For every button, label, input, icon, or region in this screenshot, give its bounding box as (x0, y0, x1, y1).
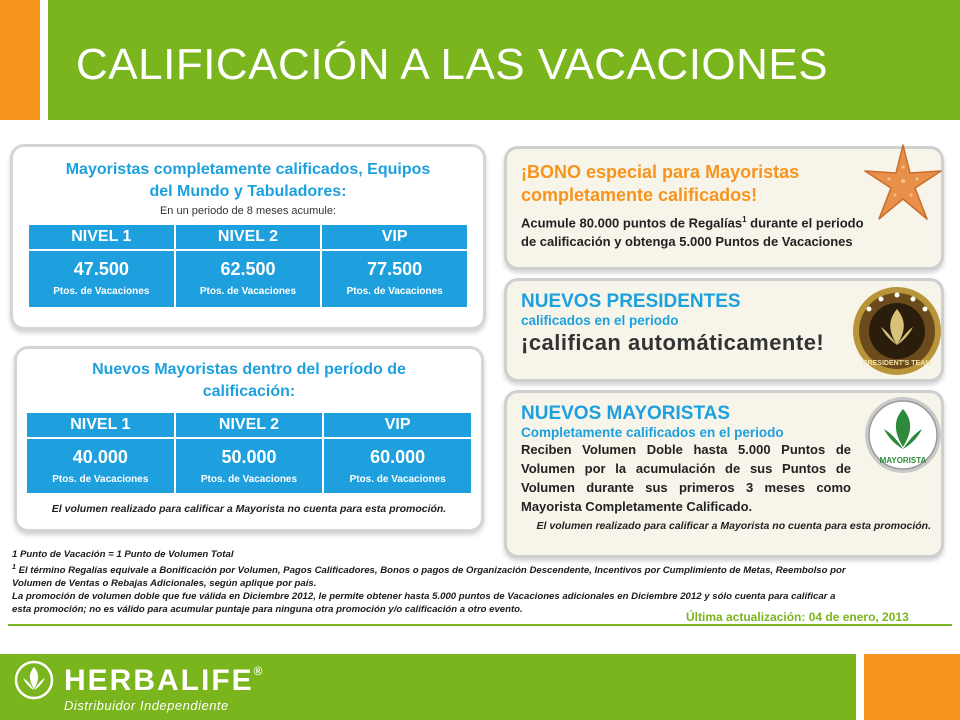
card-nuevos-mayoristas-periodo (14, 346, 484, 532)
card4-sub: calificados en el periodo (521, 313, 679, 328)
card5-note: El volumen realizado para calificar a Mayorista no cuenta para esta promoción. (536, 520, 931, 532)
presidents-team-badge-label: PRESIDENT'S TEAM (862, 360, 932, 367)
footnote-line4: La promoción de volumen doble que fue válida en Diciembre 2012, le permite obtener hasta 5.000 puntos de Vacaciones adicionales en Diciembre 2012 y sólo cuenta para calificar a (12, 591, 836, 603)
card-mayoristas-calificados (10, 144, 486, 330)
card5-body-line3: Volumen durante sus primeros 3 meses como (521, 480, 851, 495)
brand-tagline: Distribuidor Independiente (64, 698, 229, 713)
card1-title-line1: Mayoristas completamente calificados, Equipos (65, 161, 431, 178)
starfish-icon (861, 141, 945, 225)
card2-title-line2: calificación: (202, 383, 296, 400)
footnote-line2 (12, 561, 932, 577)
header-divider (40, 0, 48, 120)
card2-col-nivel1: NIVEL 1 (26, 412, 175, 438)
card3-body-sup: 1 (742, 215, 747, 224)
card3-body-b: durante el periodo (746, 215, 864, 231)
header-orange-block (0, 0, 40, 120)
herbalife-logo-icon (14, 660, 54, 700)
card5-body-bold-a: hasta 5.000 Puntos de (693, 442, 851, 457)
card1-value-nivel1: 47.500 (73, 259, 129, 279)
card2-value-nivel1: 40.000 (72, 447, 128, 467)
card5-sub: Completamente calificados en el periodo (521, 425, 784, 440)
card4-big-text: ¡califican automáticamente! (521, 330, 825, 355)
card2-cell-vip (323, 438, 472, 494)
footer-orange-block (864, 654, 960, 720)
card1-col-nivel2: NIVEL 2 (175, 224, 322, 250)
card5-body-line1 (521, 440, 851, 459)
card1-cell-vip (321, 250, 468, 308)
footnote-divider (8, 624, 952, 626)
card2-unit-nivel2: Ptos. de Vacaciones (200, 474, 298, 485)
footnote-line5: esta promoción; no es válido para acumular puntaje para ninguna otra promoción y/o calificación a otro evento. (12, 604, 523, 616)
card3-body-line2 (521, 232, 931, 251)
brand-registered-mark: ® (253, 664, 265, 678)
card1-col-vip: VIP (321, 224, 468, 250)
card1-subtitle: En un periodo de 8 meses acumule: (159, 205, 337, 217)
footnote-line3: Volumen de Ventas o Rebajas Adicionales, según aplique por país. (12, 578, 317, 590)
card3-body-bold: 5.000 Puntos de Vacaciones (679, 234, 853, 250)
page-title: CALIFICACIÓN A LAS VACACIONES (76, 40, 829, 89)
card-nuevos-presidentes (504, 278, 944, 382)
card2-col-nivel2: NIVEL 2 (175, 412, 324, 438)
footer-divider (856, 654, 864, 720)
last-updated: Última actualización: 04 de enero, 2013 (686, 610, 909, 624)
card1-unit-nivel1: Ptos. de Vacaciones (53, 286, 150, 297)
card1-cell-nivel2 (175, 250, 322, 308)
card2-value-vip: 60.000 (370, 447, 426, 467)
card3-body-a: Acumule 80.000 puntos de Regalías (521, 215, 743, 231)
card2-note: El volumen realizado para calificar a Mayorista no cuenta para esta promoción. (51, 503, 447, 515)
card5-heading: NUEVOS MAYORISTAS (521, 403, 731, 424)
card1-col-nivel1: NIVEL 1 (28, 224, 175, 250)
footnote-line2-sup: 1 (12, 564, 16, 571)
card1-unit-vip: Ptos. de Vacaciones (346, 286, 443, 297)
card1-value-nivel2: 62.500 (220, 259, 276, 279)
card2-value-nivel2: 50.000 (221, 447, 277, 467)
brand-name (64, 664, 265, 698)
card1-unit-nivel2: Ptos. de Vacaciones (199, 286, 297, 297)
card2-level-table (25, 411, 473, 495)
card3-body-c: de calificación y obtenga (521, 234, 680, 250)
card5-body-bold-b: Volumen (521, 461, 575, 476)
card2-cell-nivel2 (175, 438, 324, 494)
card1-title-line2: del Mundo y Tabuladores: (149, 183, 347, 200)
card3-heading-line1: ¡BONO especial para Mayoristas (521, 162, 800, 182)
card3-heading-line2: completamente calificados! (521, 185, 758, 205)
card5-body-a: Reciben Volumen Doble (521, 442, 694, 457)
card4-heading: NUEVOS PRESIDENTES (521, 291, 741, 312)
card1-cell-nivel1 (28, 250, 175, 308)
mayorista-badge-icon (863, 395, 943, 475)
mayorista-badge-label: MAYORISTA (879, 456, 927, 465)
footnote-line2-text: El término Regalías equivale a Bonificación por Volumen, Pagos Calificadores, Bonos o pagos de Organización Descendente, Incentivos por Cumplimiento de Metas, Reembolso por (15, 565, 846, 577)
presidents-team-badge-icon (851, 285, 943, 377)
card1-level-table (27, 223, 469, 309)
card5-body-line4: Mayorista Completamente Calificado. (521, 499, 753, 514)
card5-body-line2 (521, 459, 851, 478)
card2-cell-nivel1 (26, 438, 175, 494)
card2-title-line1: Nuevos Mayoristas dentro del período de (92, 361, 406, 378)
card5-body-b: por la acumulación de sus Puntos de (574, 461, 851, 476)
brand-name-text: HERBALIFE (64, 664, 254, 697)
footnotes (12, 548, 932, 616)
card-nuevos-mayoristas (504, 390, 944, 558)
card1-value-vip: 77.500 (367, 259, 423, 279)
card2-unit-nivel1: Ptos. de Vacaciones (52, 474, 149, 485)
card2-col-vip: VIP (323, 412, 472, 438)
card-bono-especial (504, 146, 944, 270)
card2-unit-vip: Ptos. de Vacaciones (349, 474, 446, 485)
footnote-line1: 1 Punto de Vacación = 1 Punto de Volumen Total (12, 549, 234, 560)
